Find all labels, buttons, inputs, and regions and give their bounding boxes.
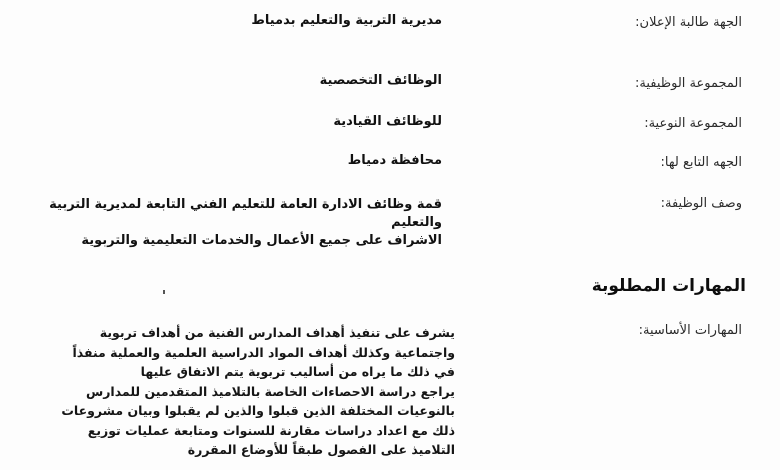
field-label-basic-skills: المهارات الأساسية: xyxy=(638,323,742,338)
basic-skills-text xyxy=(55,323,455,460)
field-label-announcing-entity: الجهة طالبة الإعلان: xyxy=(635,15,742,30)
job-description-line: والتعليم xyxy=(391,215,442,230)
field-label-job-group: المجموعة الوظيفية: xyxy=(635,76,742,91)
skills-line: واجتماعية وكذلك أهداف المواد الدراسية العلمية والعملية منفذاً xyxy=(72,344,455,360)
skills-line: يشرف على تنفيذ أهداف المدارس الفنية من أهداف تربوية xyxy=(99,325,455,340)
skills-line: بالنوعيات المختلفة الذين قبلوا والذين لم يقبلوا وبيان مشروعات xyxy=(61,403,455,418)
field-label-job-description: وصف الوظيفة: xyxy=(660,196,742,211)
field-value-announcing-entity: مديرية التربية والتعليم بدمياط xyxy=(251,13,442,28)
field-value-job-group: الوظائف التخصصية xyxy=(319,73,442,88)
job-description-text xyxy=(49,196,442,250)
job-description-line: الاشراف على جميع الأعمال والخدمات التعليمية والتربوية xyxy=(81,233,442,248)
scan-speck xyxy=(163,290,165,294)
skills-line: في ذلك ما يراه من أساليب تربوية يتم الاتفاق عليها xyxy=(140,364,455,379)
field-label-affiliation: الجهه التابع لها: xyxy=(660,155,742,170)
skills-line: يراجع دراسة الاحصاءات الخاصة بالتلاميذ المتقدمين للمدارس xyxy=(85,383,455,399)
job-description-line: قمة وظائف الادارة العامة للتعليم الفني التابعة لمديرية التربية xyxy=(49,197,442,212)
field-value-category-group: للوظائف القيادية xyxy=(333,114,442,129)
skills-line: ذلك مع اعداد دراسات مقارنة للسنوات ومتابعة عمليات توزيع xyxy=(87,422,455,438)
section-title-required-skills: المهارات المطلوبة xyxy=(591,276,746,296)
skills-line: التلاميذ على الفصول طبقاً للأوضاع المقررة xyxy=(187,442,455,457)
field-label-category-group: المجموعة النوعية: xyxy=(644,116,742,131)
field-value-affiliation: محافظة دمياط xyxy=(347,153,442,168)
